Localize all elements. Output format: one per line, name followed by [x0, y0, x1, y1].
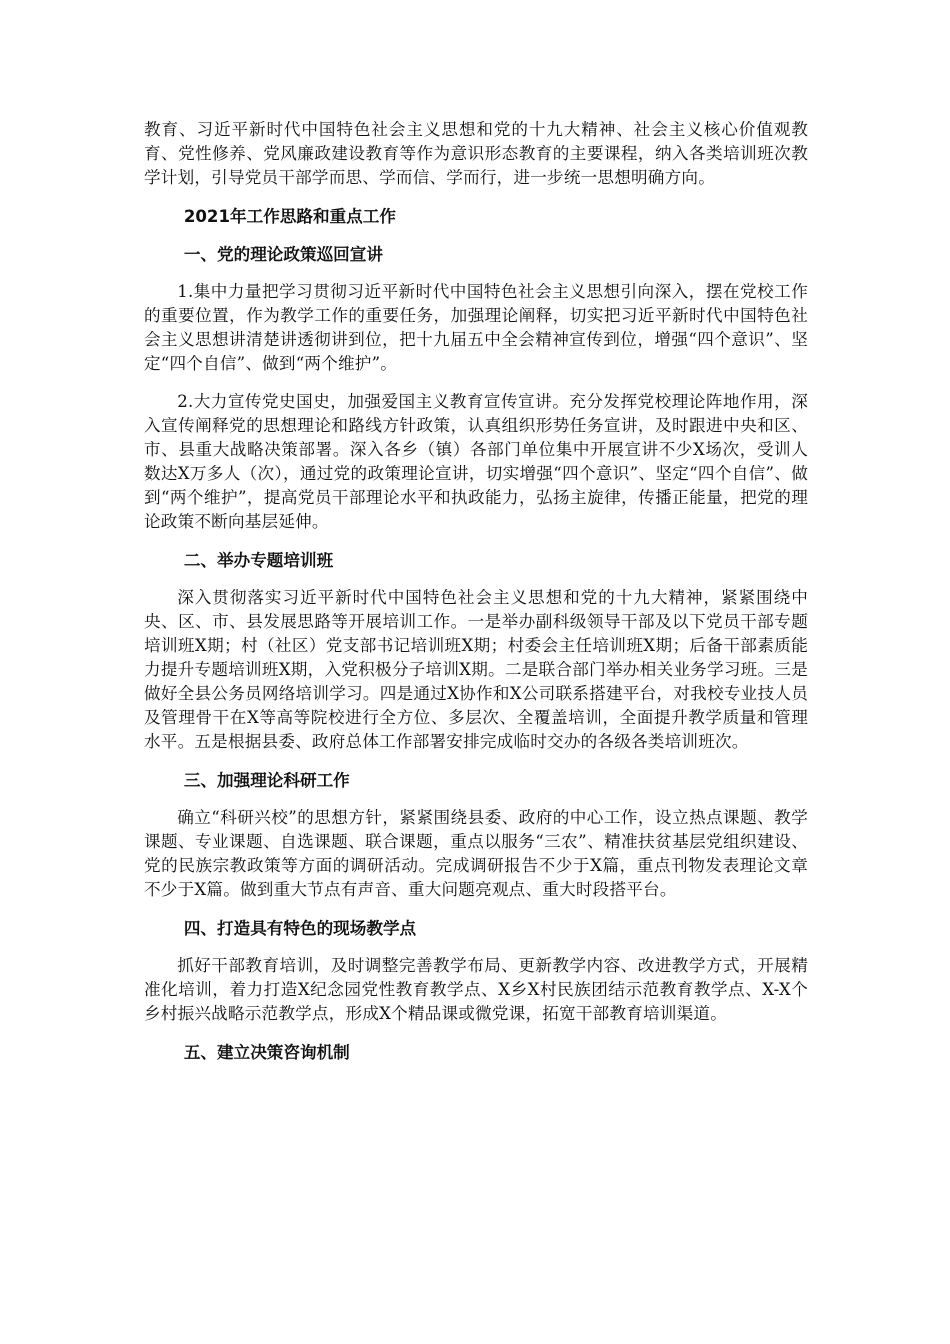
intro-paragraph: 教育、习近平新时代中国特色社会主义思想和党的十九大精神、社会主义核心价值观教育、党性修养、党风廉政建设教育等作为意识形态教育的主要课程，纳入各类培训班次教学计划，引导党员干部学而思、学而信、学而行，进一步统一思想明确方向。 [144, 120, 808, 187]
section-4-heading: 四、打造具有特色的现场教学点 [183, 919, 417, 938]
section-4-paragraph-1: 抓好干部教育培训，及时调整完善教学布局、更新教学内容、改进教学方式，开展精准化培训，着力打造X纪念园党性教育教学点、X乡X村民族团结示范教育教学点、X-X个乡村振兴战略示范教学点，形成X个精品课或微党课，拓宽干部教育培训渠道。 [144, 956, 808, 1023]
main-heading: 2021年工作思路和重点工作 [183, 207, 396, 226]
section-1-heading: 一、党的理论政策巡回宣讲 [183, 245, 383, 264]
section-2-paragraph-1: 深入贯彻落实习近平新时代中国特色社会主义思想和党的十九大精神，紧紧围绕中央、区、市、县发展思路等开展培训工作。一是举办副科级领导干部及以下党员干部专题培训班X期；村（社区）党支部书记培训班X期；村委会主任培训班X期；后备干部素质能力提升专题培训班X期，入党积极分子培训X期。二是联合部门举办相关业务学习班。三是做好全县公务员网络培训学习。四是通过X协作和X公司联系搭建平台，对我校专业技人员及管理骨干在X等高等院校进行全方位、多层次、全覆盖培训，全面提升教学质量和管理水平。五是根据县委、政府总体工作部署安排完成临时交办的各级各类培训班次。 [144, 588, 808, 751]
section-1-paragraph-1: 1.集中力量把学习贯彻习近平新时代中国特色社会主义思想引向深入，摆在党校工作的重要位置，作为教学工作的重要任务，加强理论阐释，切实把习近平新时代中国特色社会主义思想讲清楚讲透彻讲到位，把十九届五中全会精神宣传到位，增强“四个意识”、坚定“四个自信”、做到“两个维护”。 [144, 282, 808, 373]
section-5-heading: 五、建立决策咨询机制 [183, 1043, 350, 1062]
section-3-paragraph-1: 确立“科研兴校”的思想方针，紧紧围绕县委、政府的中心工作，设立热点课题、教学课题、专业课题、自选课题、联合课题，重点以服务“三农”、精准扶贫基层党组织建设、党的民族宗教政策等方面的调研活动。完成调研报告不少于X篇，重点刊物发表理论文章不少于X篇。做到重大节点有声音、重大问题亮观点、重大时段搭平台。 [144, 808, 808, 899]
document-page [144, 118, 808, 1078]
section-3-heading: 三、加强理论科研工作 [183, 771, 350, 790]
section-2-heading: 二、举办专题培训班 [183, 551, 334, 570]
section-1-paragraph-2: 2.大力宣传党史国史，加强爱国主义教育宣传宣讲。充分发挥党校理论阵地作用，深入宣传阐释党的思想理论和路线方针政策，认真组织形势任务宣讲，及时跟进中央和区、市、县重大战略决策部署。深入各乡（镇）各部门单位集中开展宣讲不少X场次，受训人数达X万多人（次），通过党的政策理论宣讲，切实增强“四个意识”、坚定“四个自信”、做到“两个维护”，提高党员干部理论水平和执政能力，弘扬主旋律，传播正能量，把党的理论政策不断向基层延伸。 [144, 392, 808, 531]
